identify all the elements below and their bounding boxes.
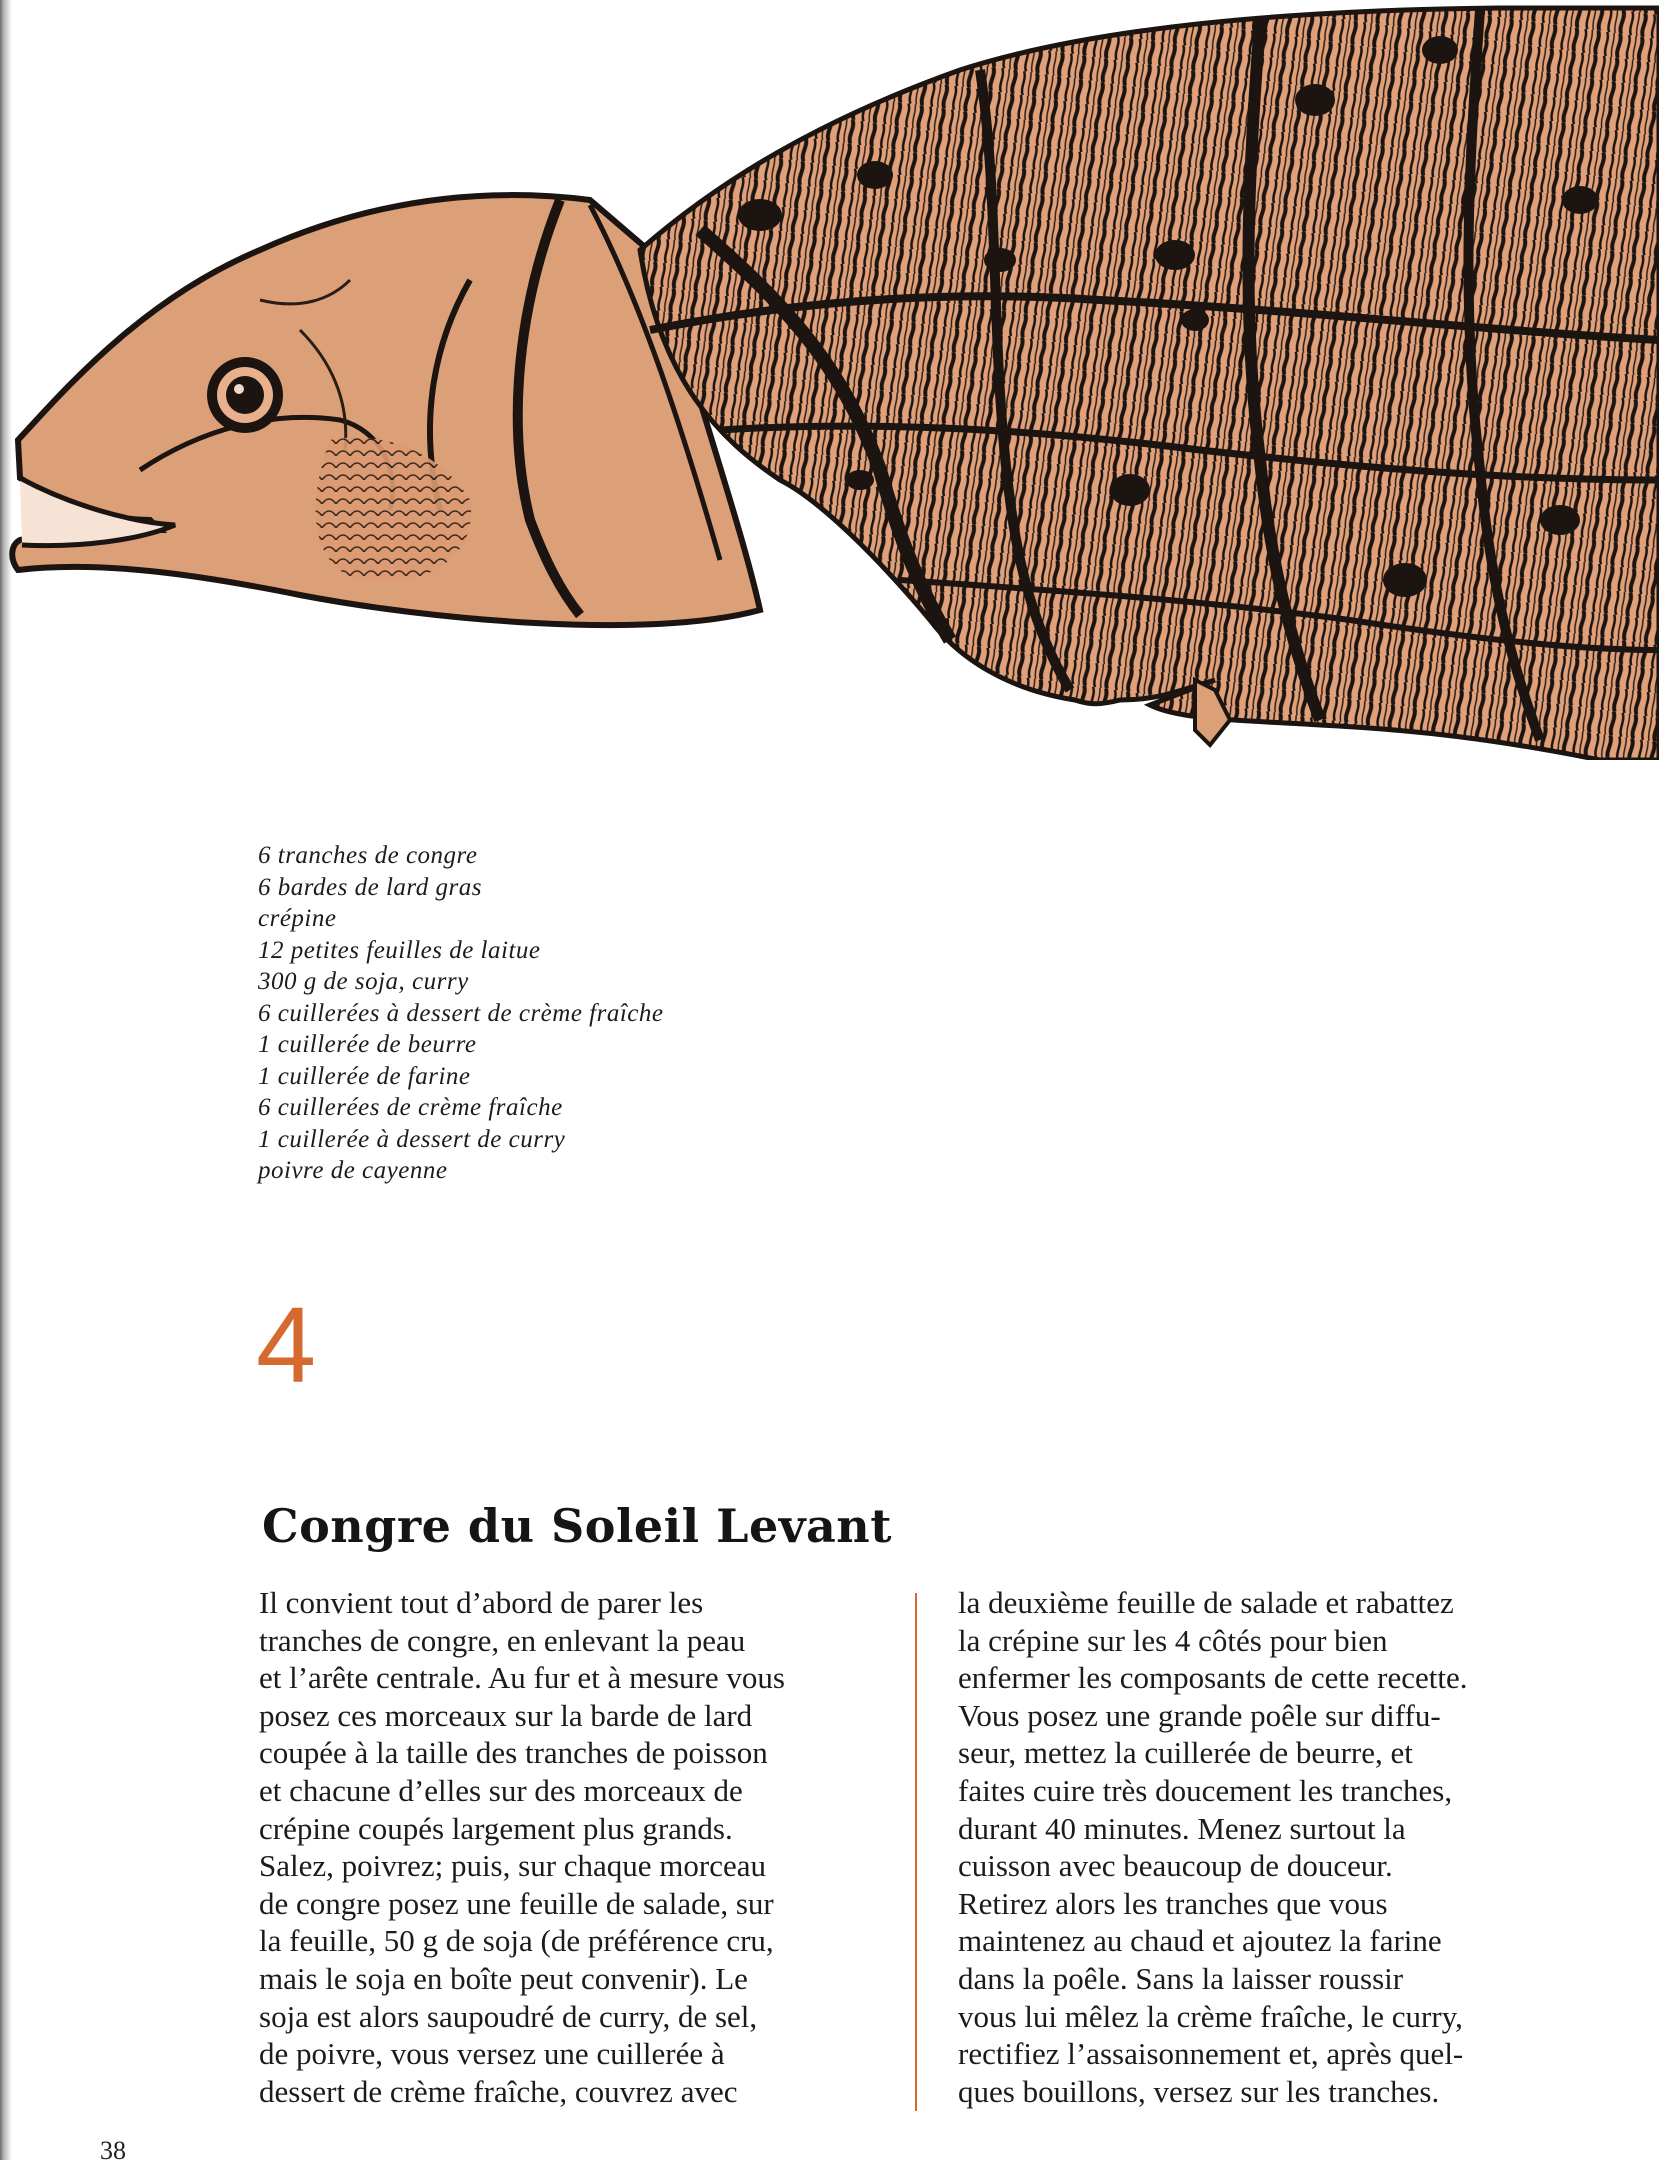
text-line: de poivre, vous versez une cuillerée à xyxy=(259,2036,725,2072)
ingredient-item: 12 petites feuilles de laitue xyxy=(258,936,541,964)
ingredient-item: 1 cuillerée de beurre xyxy=(258,1031,477,1058)
ingredient-item: 1 cuillerée de farine xyxy=(258,1062,471,1090)
ingredient-item: 6 bardes de lard gras xyxy=(258,873,482,901)
text-line: et l’arête centrale. Au fur et à mesure vous xyxy=(259,1660,785,1696)
recipe-text-right-column xyxy=(958,1584,1563,2110)
ingredient-item: poivre de cayenne xyxy=(258,1157,448,1184)
text-line: posez ces morceaux sur la barde de lard xyxy=(259,1697,753,1733)
text-line: de congre posez une feuille de salade, sur xyxy=(259,1885,774,1921)
fish-body-wrapped xyxy=(640,8,1659,760)
text-line: la crépine sur les 4 côtés pour bien xyxy=(958,1622,1388,1658)
text-line: mais le soja en boîte peut convenir). Le xyxy=(259,1960,748,1996)
ingredient-item: 6 tranches de congre xyxy=(258,842,478,869)
recipe-text-left-column xyxy=(259,1584,869,2110)
ingredient-item: 300 g de soja, curry xyxy=(258,968,469,995)
text-line: tranches de congre, en enlevant la peau xyxy=(259,1622,746,1658)
ingredient-item: crépine xyxy=(258,905,337,932)
recipe-number: 4 xyxy=(256,1284,317,1405)
page-number: 38 xyxy=(100,2136,126,2165)
text-line: faites cuire très doucement les tranches, xyxy=(958,1772,1453,1808)
text-line: dans la poêle. Sans la laisser roussir xyxy=(958,1960,1404,1996)
column-divider xyxy=(915,1593,917,2111)
ingredient-item: 1 cuillerée à dessert de curry xyxy=(258,1125,566,1153)
text-line: rectifiez l’assaisonnement et, après quel- xyxy=(958,2036,1464,2072)
text-line: enfermer les composants de cette recette. xyxy=(958,1660,1468,1696)
text-line: dessert de crème fraîche, couvrez avec xyxy=(259,2073,738,2109)
text-line: et chacune d’elles sur des morceaux de xyxy=(259,1772,743,1808)
ingredient-item: 6 cuillerées à dessert de crème fraîche xyxy=(258,999,664,1027)
text-line: la deuxième feuille de salade et rabattez xyxy=(958,1585,1454,1620)
text-line: Il convient tout d’abord de parer les xyxy=(259,1585,704,1620)
text-line: seur, mettez la cuillerée de beurre, et xyxy=(958,1735,1413,1771)
fish-illustration xyxy=(0,0,1659,760)
text-line: coupée à la taille des tranches de poisson xyxy=(259,1735,768,1771)
text-line: maintenez au chaud et ajoutez la farine xyxy=(958,1923,1442,1959)
text-line: Retirez alors les tranches que vous xyxy=(958,1885,1388,1921)
text-line: Vous posez une grande poêle sur diffu- xyxy=(958,1697,1441,1733)
recipe-title: Congre du Soleil Levant xyxy=(262,1499,892,1553)
text-line: la feuille, 50 g de soja (de préférence cru, xyxy=(259,1923,774,1959)
ingredients-list xyxy=(258,840,1058,1187)
text-line: vous lui mêlez la crème fraîche, le curry, xyxy=(958,1998,1463,2034)
text-line: durant 40 minutes. Menez surtout la xyxy=(958,1810,1406,1846)
text-line: crépine coupés largement plus grands. xyxy=(259,1810,733,1846)
text-line: cuisson avec beaucoup de douceur. xyxy=(958,1848,1393,1884)
text-line: soja est alors saupoudré de curry, de sel, xyxy=(259,1998,758,2034)
text-line: ques bouillons, versez sur les tranches. xyxy=(958,2073,1440,2109)
ingredient-item: 6 cuillerées de crème fraîche xyxy=(258,1094,563,1121)
text-line: Salez, poivrez; puis, sur chaque morceau xyxy=(259,1848,767,1884)
